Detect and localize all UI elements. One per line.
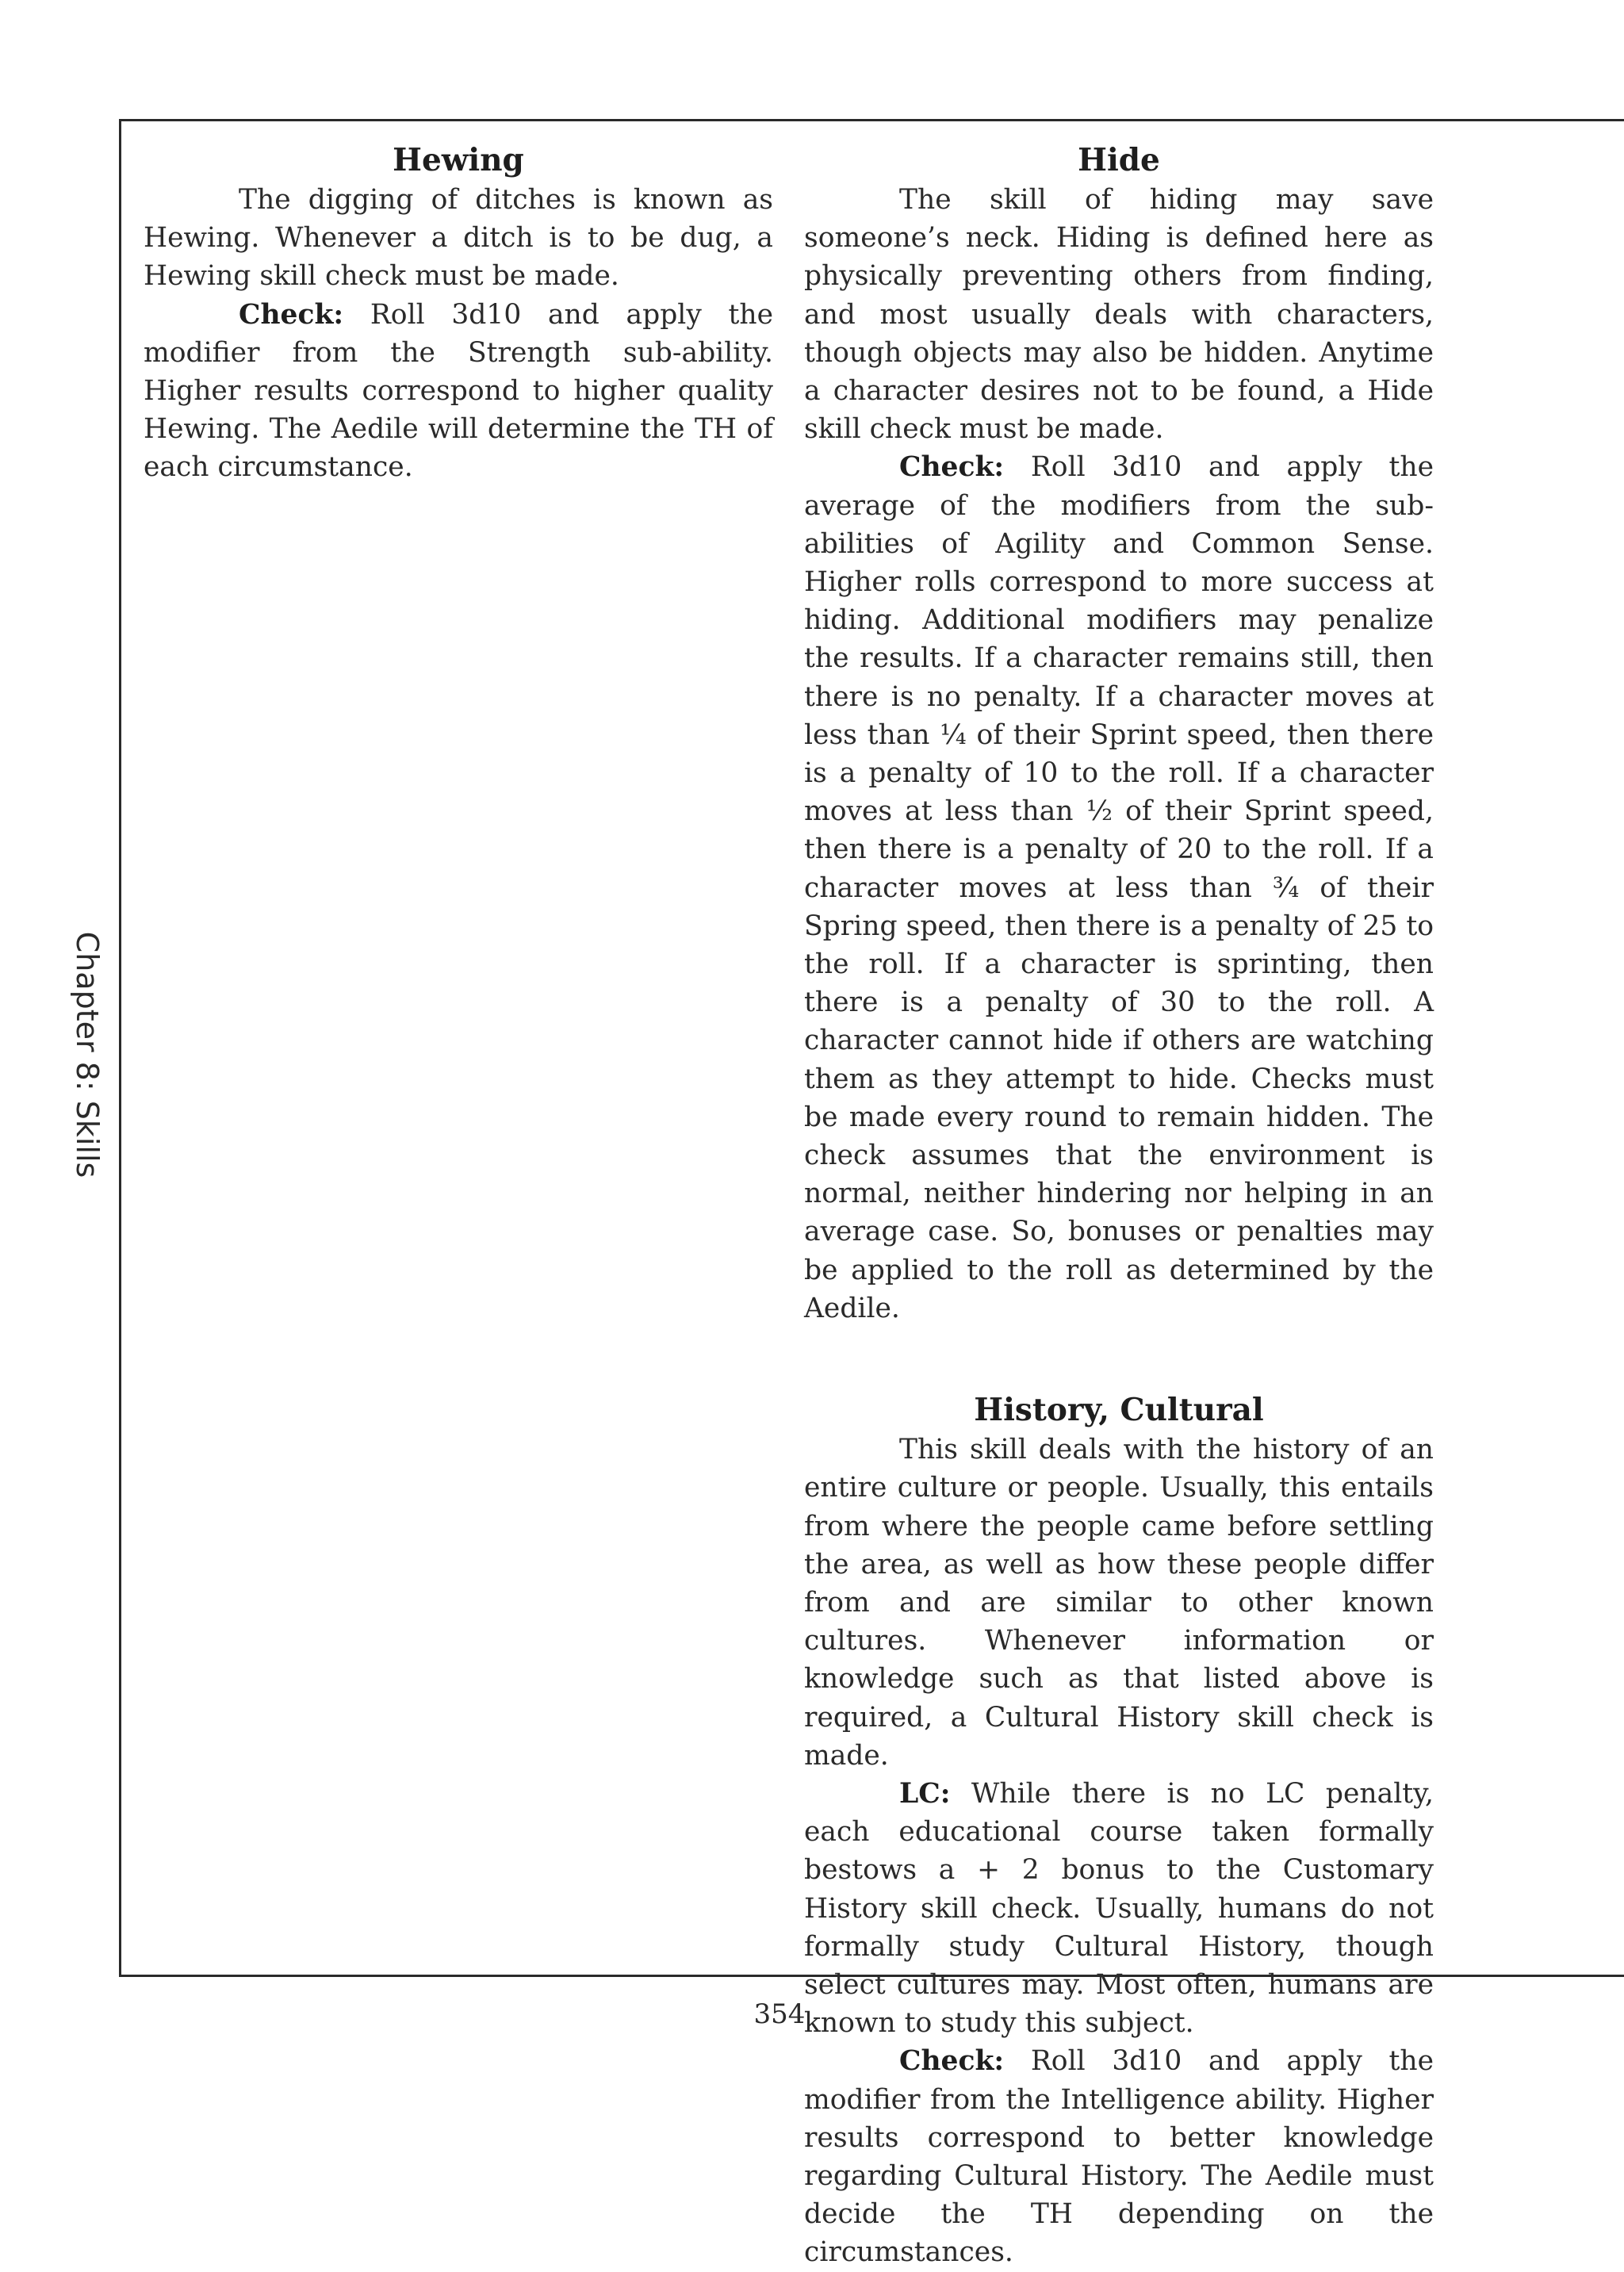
history-check <box>804 2042 1434 2271</box>
section-title-hewing: Hewing <box>393 142 524 178</box>
right-column <box>804 141 1434 2272</box>
hide-check <box>804 448 1434 1328</box>
section-title-history-cultural: History, Cultural <box>974 1392 1264 1429</box>
left-column <box>144 141 773 487</box>
chapter-side-label: Chapter 8: Skills <box>70 931 105 1178</box>
check-label: Check: <box>239 298 344 331</box>
check-text: Roll 3d10 and apply the average of the modifiers from the sub-abilities of Agility and Common Sense. Higher rolls correspond to more success at hiding. Additional modifiers may penalize the results. If a character remains still, then there is no penalty. If a character moves at less than ¼ of their Sprint speed, then there is a penalty of 10 to the roll. If a character moves at less than ½ of their Sprint speed, then there is a penalty of 20 to the roll. If a character moves at less than ¾ of their Spring speed, then there is a penalty of 25 to the roll. If a character is sprinting, then there is a penalty of 30 to the roll. A character cannot hide if others are watching them as they attempt to hide. Checks must be made every round to remain hidden. The check assumes that the environment is normal, neither hindering nor helping in an average case. So, bonuses or penalties may be applied to the roll as determined by the Aedile. <box>804 451 1434 1324</box>
hewing-check <box>144 296 773 487</box>
lc-text: While there is no LC penalty, each educational course taken formally bestows a + 2 bonus to the Customary History skill check. Usually, humans do not formally study Cultural History, though select cultures may. Most often, humans are known to study this subject. <box>804 1777 1434 2040</box>
section-hewing <box>144 141 773 487</box>
check-label: Check: <box>899 2045 1005 2078</box>
section-history-cultural <box>804 1391 1434 2271</box>
section-title-hide: Hide <box>1078 142 1160 178</box>
check-label: Check: <box>899 451 1005 484</box>
check-text: Roll 3d10 and apply the modifier from the Intelligence ability. Higher results correspond to better knowledge regarding Cultural History. The Aedile must decide the TH depending on the circumstances. <box>804 2045 1434 2269</box>
check-text: Roll 3d10 and apply the modifier from the Strength sub-ability. Higher results correspond to higher quality Hewing. The Aedile will determine the TH of each circumstance. <box>144 298 773 484</box>
history-intro: This skill deals with the history of an entire culture or people. Usually, this entails from where the people came before settling the area, as well as how these people differ from and are similar to other known cultures. Whenever information or knowledge such as that listed above is required, a Cultural History skill check is made. <box>804 1434 1434 1772</box>
hide-intro: The skill of hiding may save someone’s neck. Hiding is defined here as physically preventing others from finding, and most usually deals with characters, though objects may also be hidden. Anytime a character desires not to be found, a Hide skill check must be made. <box>804 184 1434 446</box>
lc-label: LC: <box>899 1777 951 1810</box>
page-number: 354 <box>753 1998 806 2030</box>
hewing-intro: The digging of ditches is known as Hewing. Whenever a ditch is to be dug, a Hewing skill check must be made. <box>144 184 773 293</box>
section-spacer <box>804 1328 1434 1391</box>
section-hide <box>804 141 1434 1328</box>
